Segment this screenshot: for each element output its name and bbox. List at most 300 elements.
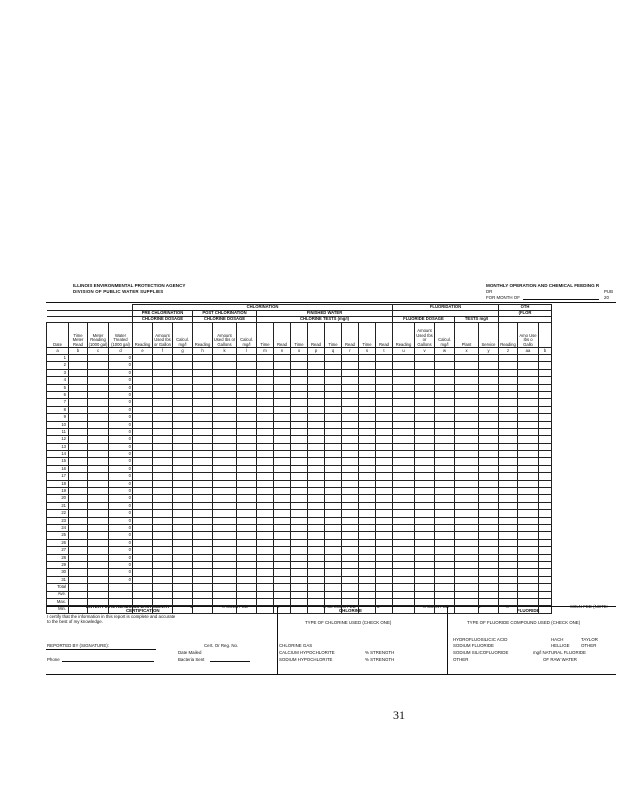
table-cell[interactable] xyxy=(539,451,552,458)
table-cell[interactable] xyxy=(153,584,173,591)
table-cell[interactable] xyxy=(308,443,325,450)
table-cell[interactable] xyxy=(359,488,376,495)
table-cell[interactable] xyxy=(291,561,308,568)
table-cell[interactable] xyxy=(415,480,435,487)
table-cell[interactable] xyxy=(376,591,393,598)
table-cell[interactable] xyxy=(499,524,518,531)
table-cell[interactable] xyxy=(415,532,435,539)
water-treated-cell[interactable]: 0 xyxy=(109,495,133,502)
table-cell[interactable] xyxy=(173,517,193,524)
table-cell[interactable] xyxy=(325,569,342,576)
table-cell[interactable] xyxy=(359,414,376,421)
table-cell[interactable] xyxy=(342,414,359,421)
table-cell[interactable] xyxy=(325,399,342,406)
table-cell[interactable] xyxy=(88,547,109,554)
table-cell[interactable] xyxy=(325,451,342,458)
table-cell[interactable] xyxy=(539,362,552,369)
table-cell[interactable] xyxy=(359,369,376,376)
table-cell[interactable] xyxy=(539,532,552,539)
table-cell[interactable] xyxy=(415,399,435,406)
table-cell[interactable] xyxy=(69,569,88,576)
table-cell[interactable] xyxy=(153,517,173,524)
table-cell[interactable] xyxy=(359,384,376,391)
table-cell[interactable] xyxy=(193,591,213,598)
table-cell[interactable] xyxy=(325,524,342,531)
table-cell[interactable] xyxy=(274,502,291,509)
table-cell[interactable] xyxy=(359,554,376,561)
table-cell[interactable] xyxy=(376,465,393,472)
table-cell[interactable] xyxy=(69,576,88,583)
table-cell[interactable] xyxy=(213,547,237,554)
table-cell[interactable] xyxy=(359,443,376,450)
table-cell[interactable] xyxy=(133,362,153,369)
table-cell[interactable] xyxy=(325,532,342,539)
table-cell[interactable] xyxy=(479,362,499,369)
table-cell[interactable] xyxy=(376,539,393,546)
table-cell[interactable] xyxy=(213,458,237,465)
table-cell[interactable] xyxy=(257,362,274,369)
table-cell[interactable] xyxy=(274,406,291,413)
table-cell[interactable] xyxy=(518,451,539,458)
table-cell[interactable] xyxy=(539,584,552,591)
water-treated-cell[interactable]: 0 xyxy=(109,451,133,458)
table-cell[interactable] xyxy=(173,561,193,568)
table-cell[interactable] xyxy=(308,532,325,539)
table-cell[interactable] xyxy=(88,532,109,539)
table-cell[interactable] xyxy=(257,369,274,376)
signature-line[interactable] xyxy=(46,649,156,650)
table-cell[interactable] xyxy=(173,399,193,406)
table-cell[interactable] xyxy=(257,480,274,487)
table-cell[interactable] xyxy=(455,576,479,583)
table-cell[interactable] xyxy=(69,598,88,605)
table-cell[interactable] xyxy=(274,451,291,458)
table-cell[interactable] xyxy=(133,406,153,413)
table-cell[interactable] xyxy=(173,451,193,458)
table-cell[interactable] xyxy=(88,451,109,458)
table-cell[interactable] xyxy=(455,473,479,480)
table-cell[interactable] xyxy=(325,480,342,487)
table-cell[interactable] xyxy=(291,488,308,495)
table-cell[interactable] xyxy=(359,465,376,472)
table-cell[interactable] xyxy=(539,547,552,554)
table-cell[interactable] xyxy=(237,532,257,539)
table-cell[interactable] xyxy=(435,458,455,465)
table-cell[interactable] xyxy=(415,547,435,554)
table-cell[interactable] xyxy=(359,406,376,413)
water-treated-cell[interactable]: 0 xyxy=(109,510,133,517)
table-cell[interactable] xyxy=(479,584,499,591)
table-cell[interactable] xyxy=(499,584,518,591)
table-cell[interactable] xyxy=(133,502,153,509)
table-cell[interactable] xyxy=(435,384,455,391)
table-cell[interactable] xyxy=(213,391,237,398)
table-cell[interactable] xyxy=(213,517,237,524)
table-cell[interactable] xyxy=(257,384,274,391)
table-cell[interactable] xyxy=(213,451,237,458)
table-cell[interactable] xyxy=(153,576,173,583)
table-cell[interactable] xyxy=(274,517,291,524)
table-cell[interactable] xyxy=(291,584,308,591)
table-cell[interactable] xyxy=(435,414,455,421)
table-cell[interactable] xyxy=(291,436,308,443)
table-cell[interactable] xyxy=(308,377,325,384)
table-cell[interactable] xyxy=(133,436,153,443)
table-cell[interactable] xyxy=(479,391,499,398)
table-cell[interactable] xyxy=(435,436,455,443)
table-cell[interactable] xyxy=(193,502,213,509)
table-cell[interactable] xyxy=(518,591,539,598)
table-cell[interactable] xyxy=(237,406,257,413)
table-cell[interactable] xyxy=(435,355,455,362)
chlorine-gas-option[interactable]: CHLORINE GAS xyxy=(279,643,313,648)
table-cell[interactable] xyxy=(518,362,539,369)
table-cell[interactable] xyxy=(539,591,552,598)
table-cell[interactable] xyxy=(69,384,88,391)
table-cell[interactable] xyxy=(325,517,342,524)
table-cell[interactable] xyxy=(213,362,237,369)
table-cell[interactable] xyxy=(193,598,213,605)
table-cell[interactable] xyxy=(479,414,499,421)
table-cell[interactable] xyxy=(291,406,308,413)
table-cell[interactable] xyxy=(325,502,342,509)
calcium-hypochlorite-option[interactable]: CALCIUM HYPOCHLORITE xyxy=(279,650,335,655)
table-cell[interactable] xyxy=(274,421,291,428)
table-cell[interactable] xyxy=(153,532,173,539)
table-cell[interactable] xyxy=(376,480,393,487)
water-treated-cell[interactable]: 0 xyxy=(109,517,133,524)
table-cell[interactable] xyxy=(308,436,325,443)
table-cell[interactable] xyxy=(291,532,308,539)
table-cell[interactable] xyxy=(308,384,325,391)
table-cell[interactable] xyxy=(274,428,291,435)
table-cell[interactable] xyxy=(359,524,376,531)
table-cell[interactable] xyxy=(237,517,257,524)
table-cell[interactable] xyxy=(173,377,193,384)
water-treated-cell[interactable]: 0 xyxy=(109,362,133,369)
table-cell[interactable] xyxy=(342,443,359,450)
table-cell[interactable] xyxy=(415,384,435,391)
sodium-fluoride-option[interactable]: SODIUM FLUORIDE xyxy=(453,643,494,648)
table-cell[interactable] xyxy=(518,532,539,539)
water-treated-cell[interactable]: 0 xyxy=(109,465,133,472)
table-cell[interactable] xyxy=(518,391,539,398)
table-cell[interactable] xyxy=(257,510,274,517)
table-cell[interactable] xyxy=(479,428,499,435)
table-cell[interactable] xyxy=(237,428,257,435)
table-cell[interactable] xyxy=(257,488,274,495)
table-cell[interactable] xyxy=(376,451,393,458)
table-cell[interactable] xyxy=(325,443,342,450)
table-cell[interactable] xyxy=(133,355,153,362)
table-cell[interactable] xyxy=(153,539,173,546)
table-cell[interactable] xyxy=(415,406,435,413)
table-cell[interactable] xyxy=(257,406,274,413)
table-cell[interactable] xyxy=(479,495,499,502)
table-cell[interactable] xyxy=(455,524,479,531)
table-cell[interactable] xyxy=(435,421,455,428)
table-cell[interactable] xyxy=(69,524,88,531)
table-cell[interactable] xyxy=(69,510,88,517)
table-cell[interactable] xyxy=(499,436,518,443)
table-cell[interactable] xyxy=(359,569,376,576)
table-cell[interactable] xyxy=(173,473,193,480)
table-cell[interactable] xyxy=(69,399,88,406)
table-cell[interactable] xyxy=(435,584,455,591)
table-cell[interactable] xyxy=(88,391,109,398)
table-cell[interactable] xyxy=(415,502,435,509)
table-cell[interactable] xyxy=(435,569,455,576)
table-cell[interactable] xyxy=(308,591,325,598)
table-cell[interactable] xyxy=(518,399,539,406)
table-cell[interactable] xyxy=(393,399,415,406)
table-cell[interactable] xyxy=(193,473,213,480)
table-cell[interactable] xyxy=(393,480,415,487)
table-cell[interactable] xyxy=(393,443,415,450)
table-cell[interactable] xyxy=(342,547,359,554)
table-cell[interactable] xyxy=(435,369,455,376)
table-cell[interactable] xyxy=(88,384,109,391)
table-cell[interactable] xyxy=(359,576,376,583)
table-cell[interactable] xyxy=(455,502,479,509)
table-cell[interactable] xyxy=(88,458,109,465)
table-cell[interactable] xyxy=(69,480,88,487)
table-cell[interactable] xyxy=(539,428,552,435)
table-cell[interactable] xyxy=(518,414,539,421)
table-cell[interactable] xyxy=(393,391,415,398)
table-cell[interactable] xyxy=(133,524,153,531)
table-cell[interactable] xyxy=(193,414,213,421)
table-cell[interactable] xyxy=(213,495,237,502)
table-cell[interactable] xyxy=(237,421,257,428)
table-cell[interactable] xyxy=(257,524,274,531)
table-cell[interactable] xyxy=(193,584,213,591)
table-cell[interactable] xyxy=(479,406,499,413)
hach-option[interactable]: HACH xyxy=(551,637,564,642)
table-cell[interactable] xyxy=(308,458,325,465)
table-cell[interactable] xyxy=(69,473,88,480)
table-cell[interactable] xyxy=(193,399,213,406)
table-cell[interactable] xyxy=(518,443,539,450)
table-cell[interactable] xyxy=(539,414,552,421)
table-cell[interactable] xyxy=(153,443,173,450)
table-cell[interactable] xyxy=(88,569,109,576)
table-cell[interactable] xyxy=(415,377,435,384)
table-cell[interactable] xyxy=(393,465,415,472)
table-cell[interactable] xyxy=(193,524,213,531)
table-cell[interactable] xyxy=(291,443,308,450)
table-cell[interactable] xyxy=(133,561,153,568)
table-cell[interactable] xyxy=(342,584,359,591)
table-cell[interactable] xyxy=(518,355,539,362)
table-cell[interactable] xyxy=(518,458,539,465)
table-cell[interactable] xyxy=(88,510,109,517)
table-cell[interactable] xyxy=(415,421,435,428)
table-cell[interactable] xyxy=(153,502,173,509)
table-cell[interactable] xyxy=(153,362,173,369)
table-cell[interactable] xyxy=(274,495,291,502)
table-cell[interactable] xyxy=(518,539,539,546)
table-cell[interactable] xyxy=(274,547,291,554)
table-cell[interactable] xyxy=(376,532,393,539)
table-cell[interactable] xyxy=(69,406,88,413)
table-cell[interactable] xyxy=(342,436,359,443)
table-cell[interactable] xyxy=(342,576,359,583)
table-cell[interactable] xyxy=(393,362,415,369)
table-cell[interactable] xyxy=(415,436,435,443)
table-cell[interactable] xyxy=(274,465,291,472)
table-cell[interactable] xyxy=(237,369,257,376)
table-cell[interactable] xyxy=(393,488,415,495)
table-cell[interactable] xyxy=(376,502,393,509)
table-cell[interactable] xyxy=(539,458,552,465)
table-cell[interactable] xyxy=(539,524,552,531)
table-cell[interactable] xyxy=(342,554,359,561)
water-treated-cell[interactable]: 0 xyxy=(109,377,133,384)
table-cell[interactable] xyxy=(518,495,539,502)
table-cell[interactable] xyxy=(308,451,325,458)
table-cell[interactable] xyxy=(153,391,173,398)
table-cell[interactable] xyxy=(479,384,499,391)
table-cell[interactable] xyxy=(518,377,539,384)
table-cell[interactable] xyxy=(342,502,359,509)
table-cell[interactable] xyxy=(133,584,153,591)
table-cell[interactable] xyxy=(257,451,274,458)
table-cell[interactable] xyxy=(479,598,499,605)
table-cell[interactable] xyxy=(539,391,552,398)
table-cell[interactable] xyxy=(435,391,455,398)
table-cell[interactable] xyxy=(69,369,88,376)
table-cell[interactable] xyxy=(376,547,393,554)
table-cell[interactable] xyxy=(455,480,479,487)
table-cell[interactable] xyxy=(173,547,193,554)
table-cell[interactable] xyxy=(173,458,193,465)
table-cell[interactable] xyxy=(257,436,274,443)
table-cell[interactable] xyxy=(237,436,257,443)
hellige-option[interactable]: HELLIGE xyxy=(551,643,570,648)
table-cell[interactable] xyxy=(291,480,308,487)
table-cell[interactable] xyxy=(69,488,88,495)
table-cell[interactable] xyxy=(88,524,109,531)
table-cell[interactable] xyxy=(376,524,393,531)
table-cell[interactable] xyxy=(499,561,518,568)
table-cell[interactable] xyxy=(376,569,393,576)
table-cell[interactable] xyxy=(359,399,376,406)
table-cell[interactable] xyxy=(393,524,415,531)
table-cell[interactable] xyxy=(88,428,109,435)
table-cell[interactable] xyxy=(325,576,342,583)
table-cell[interactable] xyxy=(88,369,109,376)
table-cell[interactable] xyxy=(393,414,415,421)
table-cell[interactable] xyxy=(359,510,376,517)
table-cell[interactable] xyxy=(376,421,393,428)
table-cell[interactable] xyxy=(376,369,393,376)
table-cell[interactable] xyxy=(133,443,153,450)
table-cell[interactable] xyxy=(518,547,539,554)
table-cell[interactable] xyxy=(308,510,325,517)
table-cell[interactable] xyxy=(393,547,415,554)
table-cell[interactable] xyxy=(359,584,376,591)
table-cell[interactable] xyxy=(274,473,291,480)
table-cell[interactable] xyxy=(499,517,518,524)
table-cell[interactable] xyxy=(173,480,193,487)
table-cell[interactable] xyxy=(455,591,479,598)
table-cell[interactable] xyxy=(193,539,213,546)
table-cell[interactable] xyxy=(133,399,153,406)
table-cell[interactable] xyxy=(325,369,342,376)
table-cell[interactable] xyxy=(325,377,342,384)
table-cell[interactable] xyxy=(325,384,342,391)
table-cell[interactable] xyxy=(393,369,415,376)
table-cell[interactable] xyxy=(539,421,552,428)
table-cell[interactable] xyxy=(274,569,291,576)
table-cell[interactable] xyxy=(455,406,479,413)
table-cell[interactable] xyxy=(153,524,173,531)
table-cell[interactable] xyxy=(393,532,415,539)
table-cell[interactable] xyxy=(435,539,455,546)
table-cell[interactable] xyxy=(325,561,342,568)
table-cell[interactable] xyxy=(237,561,257,568)
table-cell[interactable] xyxy=(376,576,393,583)
table-cell[interactable] xyxy=(237,399,257,406)
table-cell[interactable] xyxy=(133,591,153,598)
table-cell[interactable] xyxy=(435,362,455,369)
table-cell[interactable] xyxy=(479,591,499,598)
table-cell[interactable] xyxy=(133,465,153,472)
table-cell[interactable] xyxy=(69,391,88,398)
taylor-option[interactable]: TAYLOR xyxy=(581,637,598,642)
table-cell[interactable] xyxy=(479,473,499,480)
table-cell[interactable] xyxy=(435,524,455,531)
table-cell[interactable] xyxy=(393,384,415,391)
table-cell[interactable] xyxy=(455,554,479,561)
table-cell[interactable] xyxy=(291,569,308,576)
table-cell[interactable] xyxy=(193,576,213,583)
table-cell[interactable] xyxy=(308,561,325,568)
table-cell[interactable] xyxy=(376,554,393,561)
table-cell[interactable] xyxy=(499,495,518,502)
table-cell[interactable] xyxy=(274,384,291,391)
table-cell[interactable] xyxy=(291,384,308,391)
table-cell[interactable] xyxy=(153,355,173,362)
table-cell[interactable] xyxy=(213,524,237,531)
table-cell[interactable] xyxy=(257,561,274,568)
table-cell[interactable] xyxy=(153,451,173,458)
table-cell[interactable] xyxy=(435,532,455,539)
table-cell[interactable] xyxy=(213,406,237,413)
table-cell[interactable] xyxy=(274,532,291,539)
table-cell[interactable] xyxy=(393,598,415,605)
table-cell[interactable] xyxy=(237,510,257,517)
table-cell[interactable] xyxy=(435,510,455,517)
table-cell[interactable] xyxy=(376,362,393,369)
table-cell[interactable] xyxy=(153,465,173,472)
water-treated-cell[interactable]: 0 xyxy=(109,414,133,421)
table-cell[interactable] xyxy=(88,377,109,384)
table-cell[interactable] xyxy=(291,524,308,531)
table-cell[interactable] xyxy=(291,517,308,524)
table-cell[interactable] xyxy=(88,495,109,502)
table-cell[interactable] xyxy=(479,377,499,384)
table-cell[interactable] xyxy=(393,355,415,362)
table-cell[interactable] xyxy=(133,532,153,539)
table-cell[interactable] xyxy=(133,547,153,554)
table-cell[interactable] xyxy=(291,377,308,384)
table-cell[interactable] xyxy=(173,428,193,435)
table-cell[interactable] xyxy=(308,473,325,480)
table-cell[interactable] xyxy=(499,443,518,450)
water-treated-cell[interactable]: 0 xyxy=(109,406,133,413)
